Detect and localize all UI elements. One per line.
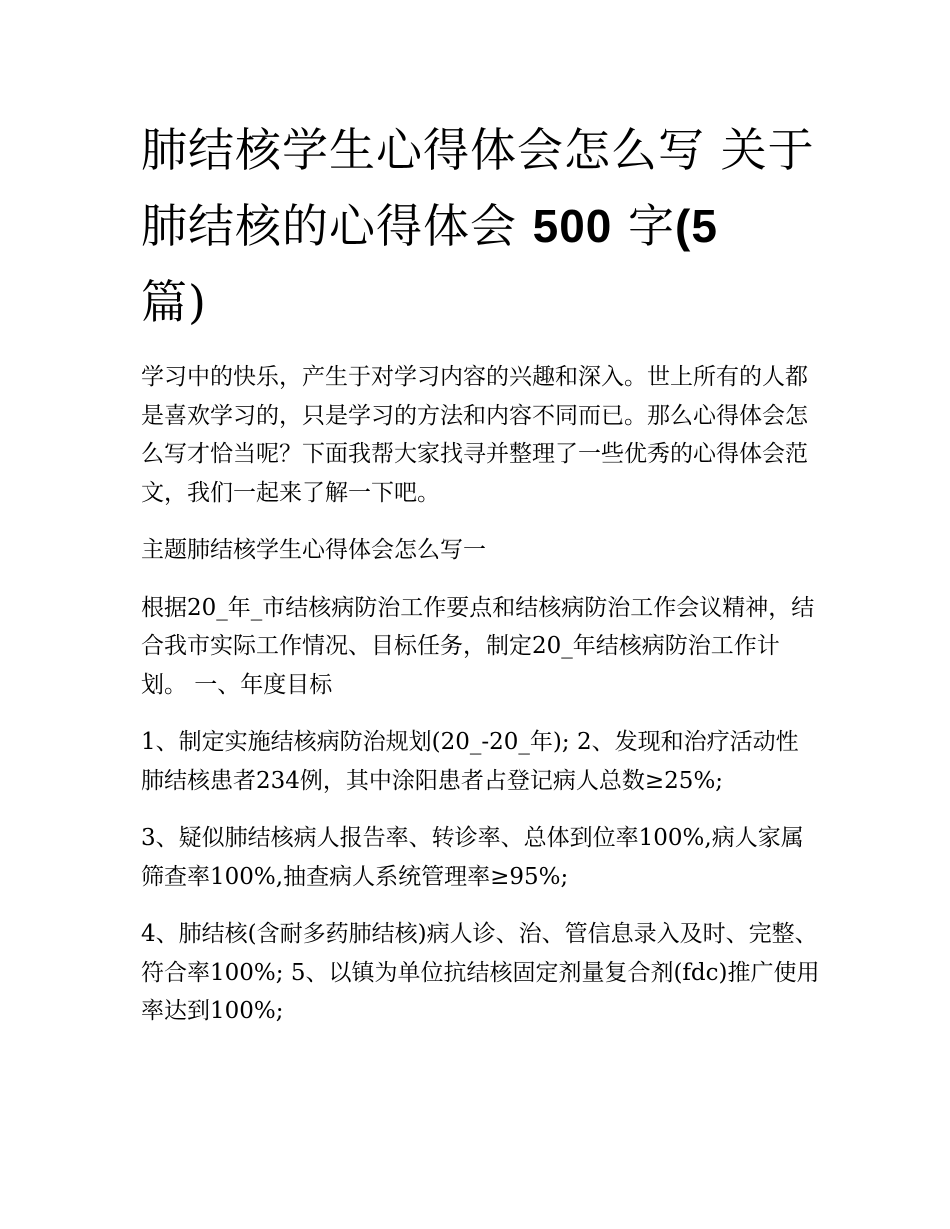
goal-item-1-2: 1、制定实施结核病防治规划(20_-20_年); 2、发现和治疗活动性肺结核患者234例，其中涂阳患者占登记病人总数≥25%; [141,729,799,794]
intro-paragraph: 学习中的快乐，产生于对学习内容的兴趣和深入。世上所有的人都是喜欢学习的，只是学习的方法和内容不同而已。那么心得体会怎么写才恰当呢？下面我帮大家找寻并整理了一些优秀的心得体会范文，我们一起来了解一下吧。 [141,364,808,506]
document-title [141,112,821,340]
title-number: 500 [532,200,613,252]
plan-paragraph: 根据20_年_市结核病防治工作要点和结核病防治工作会议精神，结合我市实际工作情况、目标任务，制定20_年结核病防治工作计划。 一、年度目标 [141,594,815,698]
title-count: (5 [675,200,718,252]
title-text-part4: 篇) [141,275,207,329]
section-heading: 主题肺结核学生心得体会怎么写一 [141,537,486,563]
title-text-part1: 肺结核学生心得体会怎么写 关于肺结核的心得体会 [141,123,815,253]
title-text-part2: 字 [628,199,675,253]
document-body [141,358,821,1050]
goal-item-4-5: 4、肺结核(含耐多药肺结核)病人诊、治、管信息录入及时、完整、符合率100%; 5、以镇为单位抗结核固定剂量复合剂(fdc)推广使用率达到100%; [141,921,820,1024]
goal-item-3: 3、疑似肺结核病人报告率、转诊率、总体到位率100%,病人家属筛查率100%,抽查病人系统管理率≥95%; [141,825,804,890]
